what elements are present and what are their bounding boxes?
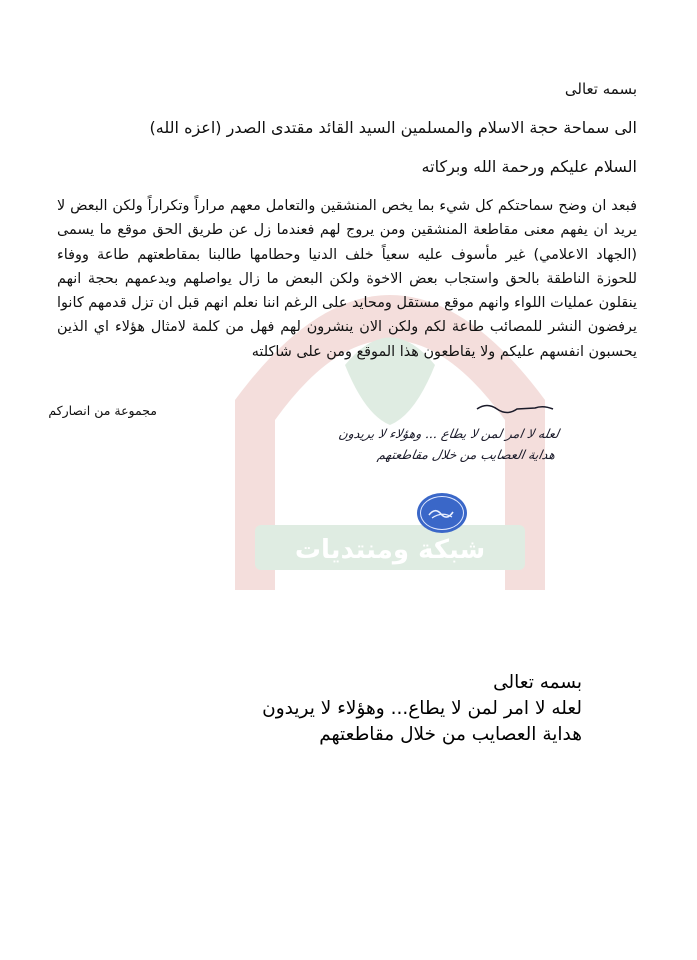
letter-bismillah: بسمه تعالى: [564, 80, 637, 98]
transcription-line-3: هداية العصايب من خلال مقاطعتهم: [319, 724, 582, 745]
watermark-text: شبكة ومنتديات: [294, 535, 486, 565]
typed-transcription: [262, 670, 582, 748]
handwritten-reply: [333, 423, 560, 465]
handwritten-line-2: هداية العصايب من خلال مقاطعتهم: [376, 447, 557, 462]
handwritten-line-1: لعله لا امر لمن لا يطاع ... وهؤلاء لا يريدون: [337, 426, 561, 441]
letter-addressee: الى سماحة حجة الاسلام والمسلمين السيد القائد مقتدى الصدر (اعزه الله): [149, 118, 637, 137]
transcription-line-1: بسمه تعالى: [493, 672, 582, 693]
handwritten-stroke-icon: [475, 400, 555, 418]
letter-signature: مجموعة من انصاركم: [48, 403, 157, 418]
letter-greeting: السلام عليكم ورحمة الله وبركاته: [421, 157, 637, 176]
letter-body: فبعد ان وضح سماحتكم كل شيء بما يخص المنشقين والتعامل معهم مراراً وتكراراً ولكن البعض لا يريد ان يفهم معنى مقاطعة المنشقين ومن يروج لهم فعندما زل عن طريق الحق موقع ما يسمى (الجهاد الاعلامي) غير مأسوف عليه سعياً خلف الدنيا وحطامها طالبنا بمقاطعتهم طاعة ووفاء للحوزة الناطقة بالحق واستجاب بعض الاخوة ولكن البعض ما زال يواصلهم ويدعمهم بحجة انهم ينقلون عمليات اللواء وانهم موقع مستقل ومحايد على الرغم اننا نعلم انهم قبل ان تزل قدمهم كانوا يرفضون النشر للمصائب طاعة لكم ولكن الان ينشرون لهم فهل من كلمة لامثال هؤلاء اي الذين يحسبون انفسهم عليكم ولا يقاطعون هذا الموقع ومن على شاكلته: [57, 198, 637, 360]
transcription-line-2: لعله لا امر لمن لا يطاع... وهؤلاء لا يريدون: [262, 698, 582, 719]
official-seal-icon: [417, 493, 467, 533]
